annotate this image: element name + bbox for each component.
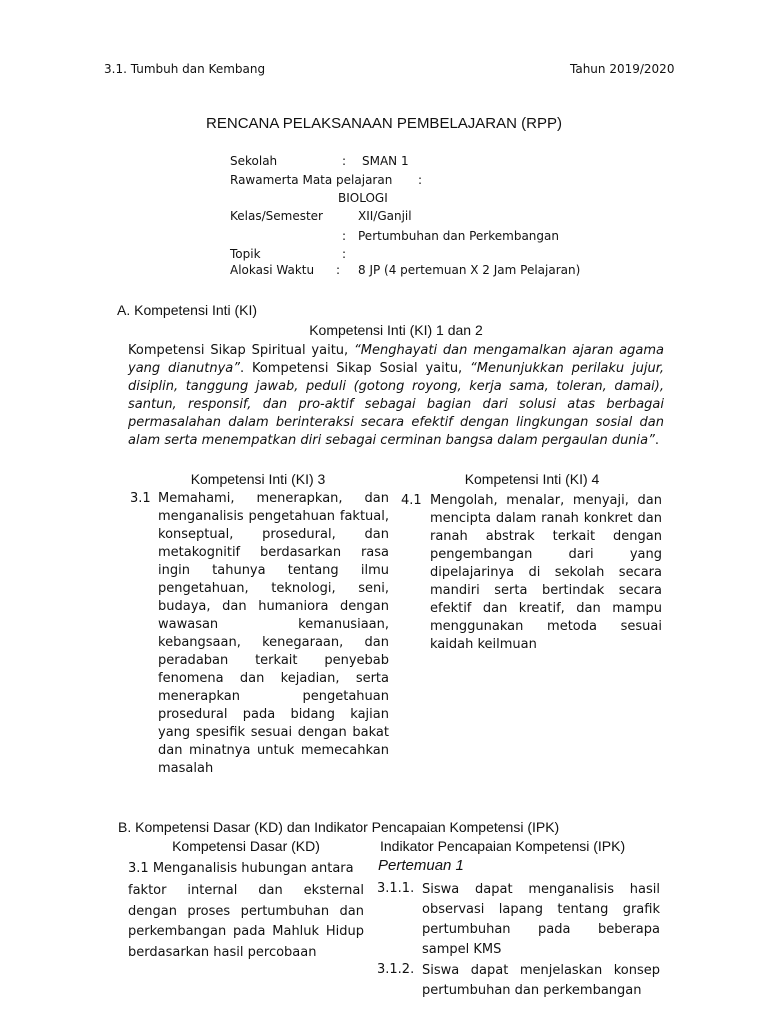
ki12-quote-2: “Menunjukkan perilaku jujur, disiplin, tanggung jawab, peduli (gotong royong, kerja sama, toleran, damai), santun, responsif, dan pro-aktif sebagai bagian dari solusi atas berbagai permasalahan dalam berinteraksi secara efektif dengan lingkungan sosial dan alam serta menempatkan diri sebagai cerminan bangsa dalam pergaulan dunia” [128,361,664,448]
colon: : [336,263,341,277]
kelas-label: Kelas/Semester [230,209,323,223]
ipk-number: 3.1.2. [377,962,415,977]
header-right-text: Tahun 2019/2020 [570,62,675,76]
ki4-number: 4.1 [401,493,422,508]
kelas-value: XII/Ganjil [358,209,412,223]
topik-label: Topik [230,247,261,261]
kd-first-line [128,860,364,878]
section-a-heading: A. Kompetensi Inti (KI) [117,302,258,318]
ipk-item [377,880,661,960]
ki3-item [130,490,390,780]
kd-number: 3.1 [128,861,149,876]
ki12-quote-1: “Menghayati dan mengamalkan ajaran agama yang dianutnya” [128,343,664,376]
ki3-number: 3.1 [130,491,151,506]
mapel-value: BIOLOGI [338,191,388,205]
ipk-item [377,961,661,1021]
pertemuan-label: Pertemuan 1 [378,857,464,874]
alokasi-value: 8 JP (4 pertemuan X 2 Jam Pelajaran) [358,263,581,277]
ki3-text: Memahami, menerapkan, dan menganalisis pengetahuan faktual, konseptual, prosedural, dan metakognitif berdasarkan rasa ingin tahunya tentang ilmu pengetahuan, teknologi, seni, budaya, dan humaniora dengan wawasan kemanusiaan, kebangsaan, kenegaraan, dan peradaban terkait penyebab fenomena dan kejadian, serta menerapkan pengetahuan prosedural pada bidang kajian yang spesifik sesuai dengan bakat dan minatnya untuk memecahkan masalah [158,491,389,776]
sekolah-value: SMAN 1 [362,154,409,168]
colon: : [418,173,423,187]
materi-value: Pertumbuhan dan Perkembangan [358,229,559,243]
document-title: RENCANA PELAKSANAAN PEMBELAJARAN (RPP) [206,115,562,132]
ki12-paragraph [128,342,664,450]
ki12-title: Kompetensi Inti (KI) 1 dan 2 [309,322,483,338]
kd-first-text: Menganalisis hubungan antara [152,861,354,876]
alokasi-label: Alokasi Waktu [230,263,315,277]
ki4-title: Kompetensi Inti (KI) 4 [464,471,600,487]
colon: : [342,247,347,261]
ipk-text: Siswa dapat menjelaskan konsep pertumbuhan dan perkembangan [422,963,660,998]
ipk-title: Indikator Pencapaian Kompetensi (IPK) [380,838,626,854]
kd-title: Kompetensi Dasar (KD) [172,838,320,854]
ki12-end: . [654,433,660,448]
mapel-label: Rawamerta Mata pelajaran [230,173,393,187]
ipk-text: Siswa dapat menganalisis hasil observasi lapang tentang grafik pertumbuhan pada beberapa sampel KMS [422,882,660,957]
ki4-text: Mengolah, menalar, menyaji, dan mencipta dalam ranah konkret dan ranah abstrak terkait dengan pengembangan dari yang dipelajarinya di sekolah secara mandiri serta bertindak secara efektif dan kreatif, dan mampu menggunakan metoda sesuai kaidah keilmuan [430,493,662,652]
ki12-text-2: . Kompetensi Sikap Sosial yaitu, [240,361,471,376]
ki12-text-1: Kompetensi Sikap Spiritual yaitu, [128,343,355,358]
header-left-text: 3.1. Tumbuh dan Kembang [104,62,266,76]
ki4-item [401,492,663,652]
kd-item [128,860,364,963]
kd-rest-text: faktor internal dan eksternal dengan proses pertumbuhan dan perkembangan pada Mahluk Hidup berdasarkan hasil percobaan [128,883,364,960]
colon: : [342,229,347,243]
ipk-number: 3.1.1. [377,881,415,896]
colon: : [342,154,347,168]
section-b-heading: B. Kompetensi Dasar (KD) dan Indikator Pencapaian Kompetensi (IPK) [118,819,560,835]
ki3-title: Kompetensi Inti (KI) 3 [190,471,326,487]
sekolah-label: Sekolah [230,154,278,168]
